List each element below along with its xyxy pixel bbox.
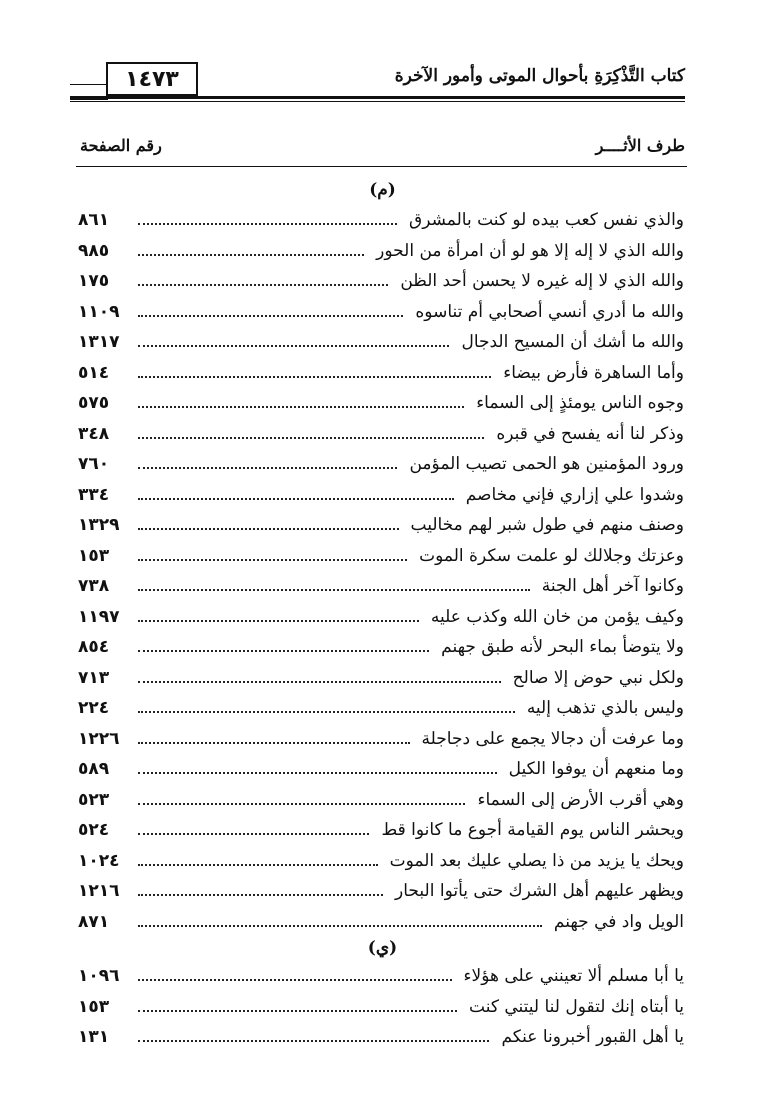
leader-dots (138, 284, 388, 286)
leader-dots (138, 223, 397, 225)
entry-page-number: ١٣٢٩ (78, 515, 120, 536)
leader-dots (138, 1040, 489, 1042)
entry-text: وشدوا علي إزاري فإني مخاصم (465, 484, 684, 505)
entry-page-number: ١٧٥ (78, 271, 110, 292)
leader-dots (138, 864, 378, 866)
entry-page-number: ٥٨٩ (78, 759, 110, 780)
index-entry (78, 449, 684, 480)
header-rule-thick (70, 96, 685, 99)
entry-text: يا أبا مسلم ألا تعينني على هؤلاء (463, 966, 684, 987)
entry-text: ولكل نبي حوض إلا صالح (512, 667, 684, 688)
entry-page-number: ٢٢٤ (78, 698, 110, 719)
entry-text: ويحشر الناس يوم القيامة أجوع ما كانوا قط (381, 820, 684, 841)
index-entry (78, 358, 684, 389)
entry-page-number: ٣٤٨ (78, 423, 110, 444)
leader-dots (138, 437, 484, 439)
leader-dots (138, 620, 419, 622)
entry-page-number: ٥٢٤ (78, 820, 110, 841)
section-title-ya: (ي) (367, 938, 398, 958)
entry-text: والله الذي لا إله غيره لا يحسن أحد الظن (400, 271, 684, 292)
index-entry (78, 846, 684, 877)
entry-page-number: ٣٣٤ (78, 484, 110, 505)
index-entry (78, 754, 684, 785)
column-heading-page: رقم الصفحة (80, 136, 162, 155)
index-entry (78, 785, 684, 816)
entry-page-number: ٨٦١ (78, 210, 110, 231)
entry-text: الويل واد في جهنم (553, 911, 684, 932)
entry-text: يا أهل القبور أخبرونا عنكم (501, 1027, 684, 1048)
entry-text: وليس بالذي تذهب إليه (526, 698, 684, 719)
index-entry (78, 419, 684, 450)
leader-dots (138, 467, 397, 469)
leader-dots (138, 345, 449, 347)
entry-page-number: ١٠٩٦ (78, 966, 120, 987)
header-rule-thin (70, 101, 685, 102)
index-entry (78, 724, 684, 755)
index-entry (78, 388, 684, 419)
index-entry (78, 236, 684, 267)
index-entry (78, 961, 684, 992)
entry-text: وكيف يؤمن من خان الله وكذب عليه (430, 606, 684, 627)
entry-page-number: ١٠٢٤ (78, 850, 120, 871)
entry-page-number: ١٣١٧ (78, 332, 120, 353)
section-entries-ya (78, 961, 684, 1053)
entry-text: وهي أقرب الأرض إلى السماء (477, 789, 684, 810)
entry-page-number: ٧٣٨ (78, 576, 110, 597)
leader-dots (138, 772, 497, 774)
entry-text: وكانوا آخر أهل الجنة (541, 576, 684, 597)
page-header (70, 62, 685, 104)
leader-dots (138, 742, 410, 744)
entry-text: والله ما أشك أن المسيح الدجال (461, 332, 684, 353)
leader-dots (138, 559, 407, 561)
entry-text: والذي نفس كعب بيده لو كنت بالمشرق (409, 210, 684, 231)
entry-text: وذكر لنا أنه يفسح في قبره (496, 423, 684, 444)
entry-text: ويظهر عليهم أهل الشرك حتى يأتوا البحار (395, 881, 684, 902)
index-entry (78, 907, 684, 938)
index-entry (78, 693, 684, 724)
entry-page-number: ١١٩٧ (78, 606, 120, 627)
book-title: كتاب التَّذْكِرَةِ بأحوال الموتى وأمور الآخرة (394, 66, 685, 86)
entry-page-number: ٥١٤ (78, 362, 110, 383)
index-entry (78, 992, 684, 1023)
column-headings (80, 136, 685, 160)
entry-text: وجوه الناس يومئذٍ إلى السماء (476, 393, 684, 414)
index-entry (78, 205, 684, 236)
index-entry (78, 266, 684, 297)
leader-dots (138, 528, 399, 530)
entry-page-number: ١٢٢٦ (78, 728, 120, 749)
index-entry (78, 663, 684, 694)
entry-text: ولا يتوضأ بماء البحر لأنه طبق جهنم (441, 637, 684, 658)
entry-page-number: ٥٧٥ (78, 393, 110, 414)
entry-text: والله الذي لا إله إلا هو لو أن امرأة من الحور (376, 240, 684, 261)
entry-page-number: ٧٦٠ (78, 454, 110, 475)
entry-text: يا أبتاه إنك لتقول لنا ليتني كنت (469, 996, 684, 1017)
index-entry (78, 632, 684, 663)
index-entry (78, 571, 684, 602)
column-heading-rule (76, 166, 687, 167)
leader-dots (138, 315, 403, 317)
leader-dots (138, 376, 491, 378)
index-entry (78, 327, 684, 358)
index-entry (78, 815, 684, 846)
entry-text: والله ما أدري أنسي أصحابي أم تناسوه (415, 301, 684, 322)
entry-page-number: ٧١٣ (78, 667, 110, 688)
leader-dots (138, 498, 454, 500)
entry-page-number: ١٥٣ (78, 996, 110, 1017)
entry-text: وما منعهم أن يوفوا الكيل (508, 759, 684, 780)
section-title-mim: (م) (369, 180, 396, 200)
entry-page-number: ٩٨٥ (78, 240, 110, 261)
entry-page-number: ١٢١٦ (78, 881, 120, 902)
section-entries-mim (78, 205, 684, 937)
index-entry (78, 297, 684, 328)
entry-page-number: ٨٥٤ (78, 637, 110, 658)
leader-dots (138, 894, 383, 896)
leader-dots (138, 833, 369, 835)
index-entry (78, 541, 684, 572)
leader-dots (138, 254, 364, 256)
entry-text: ورود المؤمنين هو الحمى تصيب المؤمن (409, 454, 684, 475)
entry-page-number: ١٥٣ (78, 545, 110, 566)
index-entry (78, 876, 684, 907)
leader-dots (138, 711, 515, 713)
leader-dots (138, 803, 465, 805)
entry-text: وأما الساهرة فأرض بيضاء (503, 362, 684, 383)
column-heading-athar: طرف الأثــــر (595, 136, 685, 155)
entry-page-number: ٨٧١ (78, 911, 110, 932)
leader-dots (138, 589, 530, 591)
entry-text: ويحك يا يزيد من ذا يصلي عليك بعد الموت (389, 850, 684, 871)
entry-text: وعزتك وجلالك لو علمت سكرة الموت (419, 545, 684, 566)
index-entry (78, 480, 684, 511)
leader-dots (138, 681, 501, 683)
entry-text: وصنف منهم في طول شبر لهم مخاليب (410, 515, 684, 536)
index-entry (78, 602, 684, 633)
leader-dots (138, 406, 464, 408)
leader-dots (138, 1010, 457, 1012)
entry-page-number: ١٣١ (78, 1027, 110, 1048)
entry-page-number: ٥٢٣ (78, 789, 110, 810)
index-entry (78, 1022, 684, 1053)
leader-dots (138, 979, 452, 981)
entry-text: وما عرفت أن دجالا يجمع على دجاجلة (421, 728, 684, 749)
leader-dots (138, 650, 429, 652)
index-entry (78, 510, 684, 541)
page-number: ١٤٧٣ (106, 62, 198, 96)
entry-page-number: ١١٠٩ (78, 301, 120, 322)
leader-dots (138, 925, 542, 927)
